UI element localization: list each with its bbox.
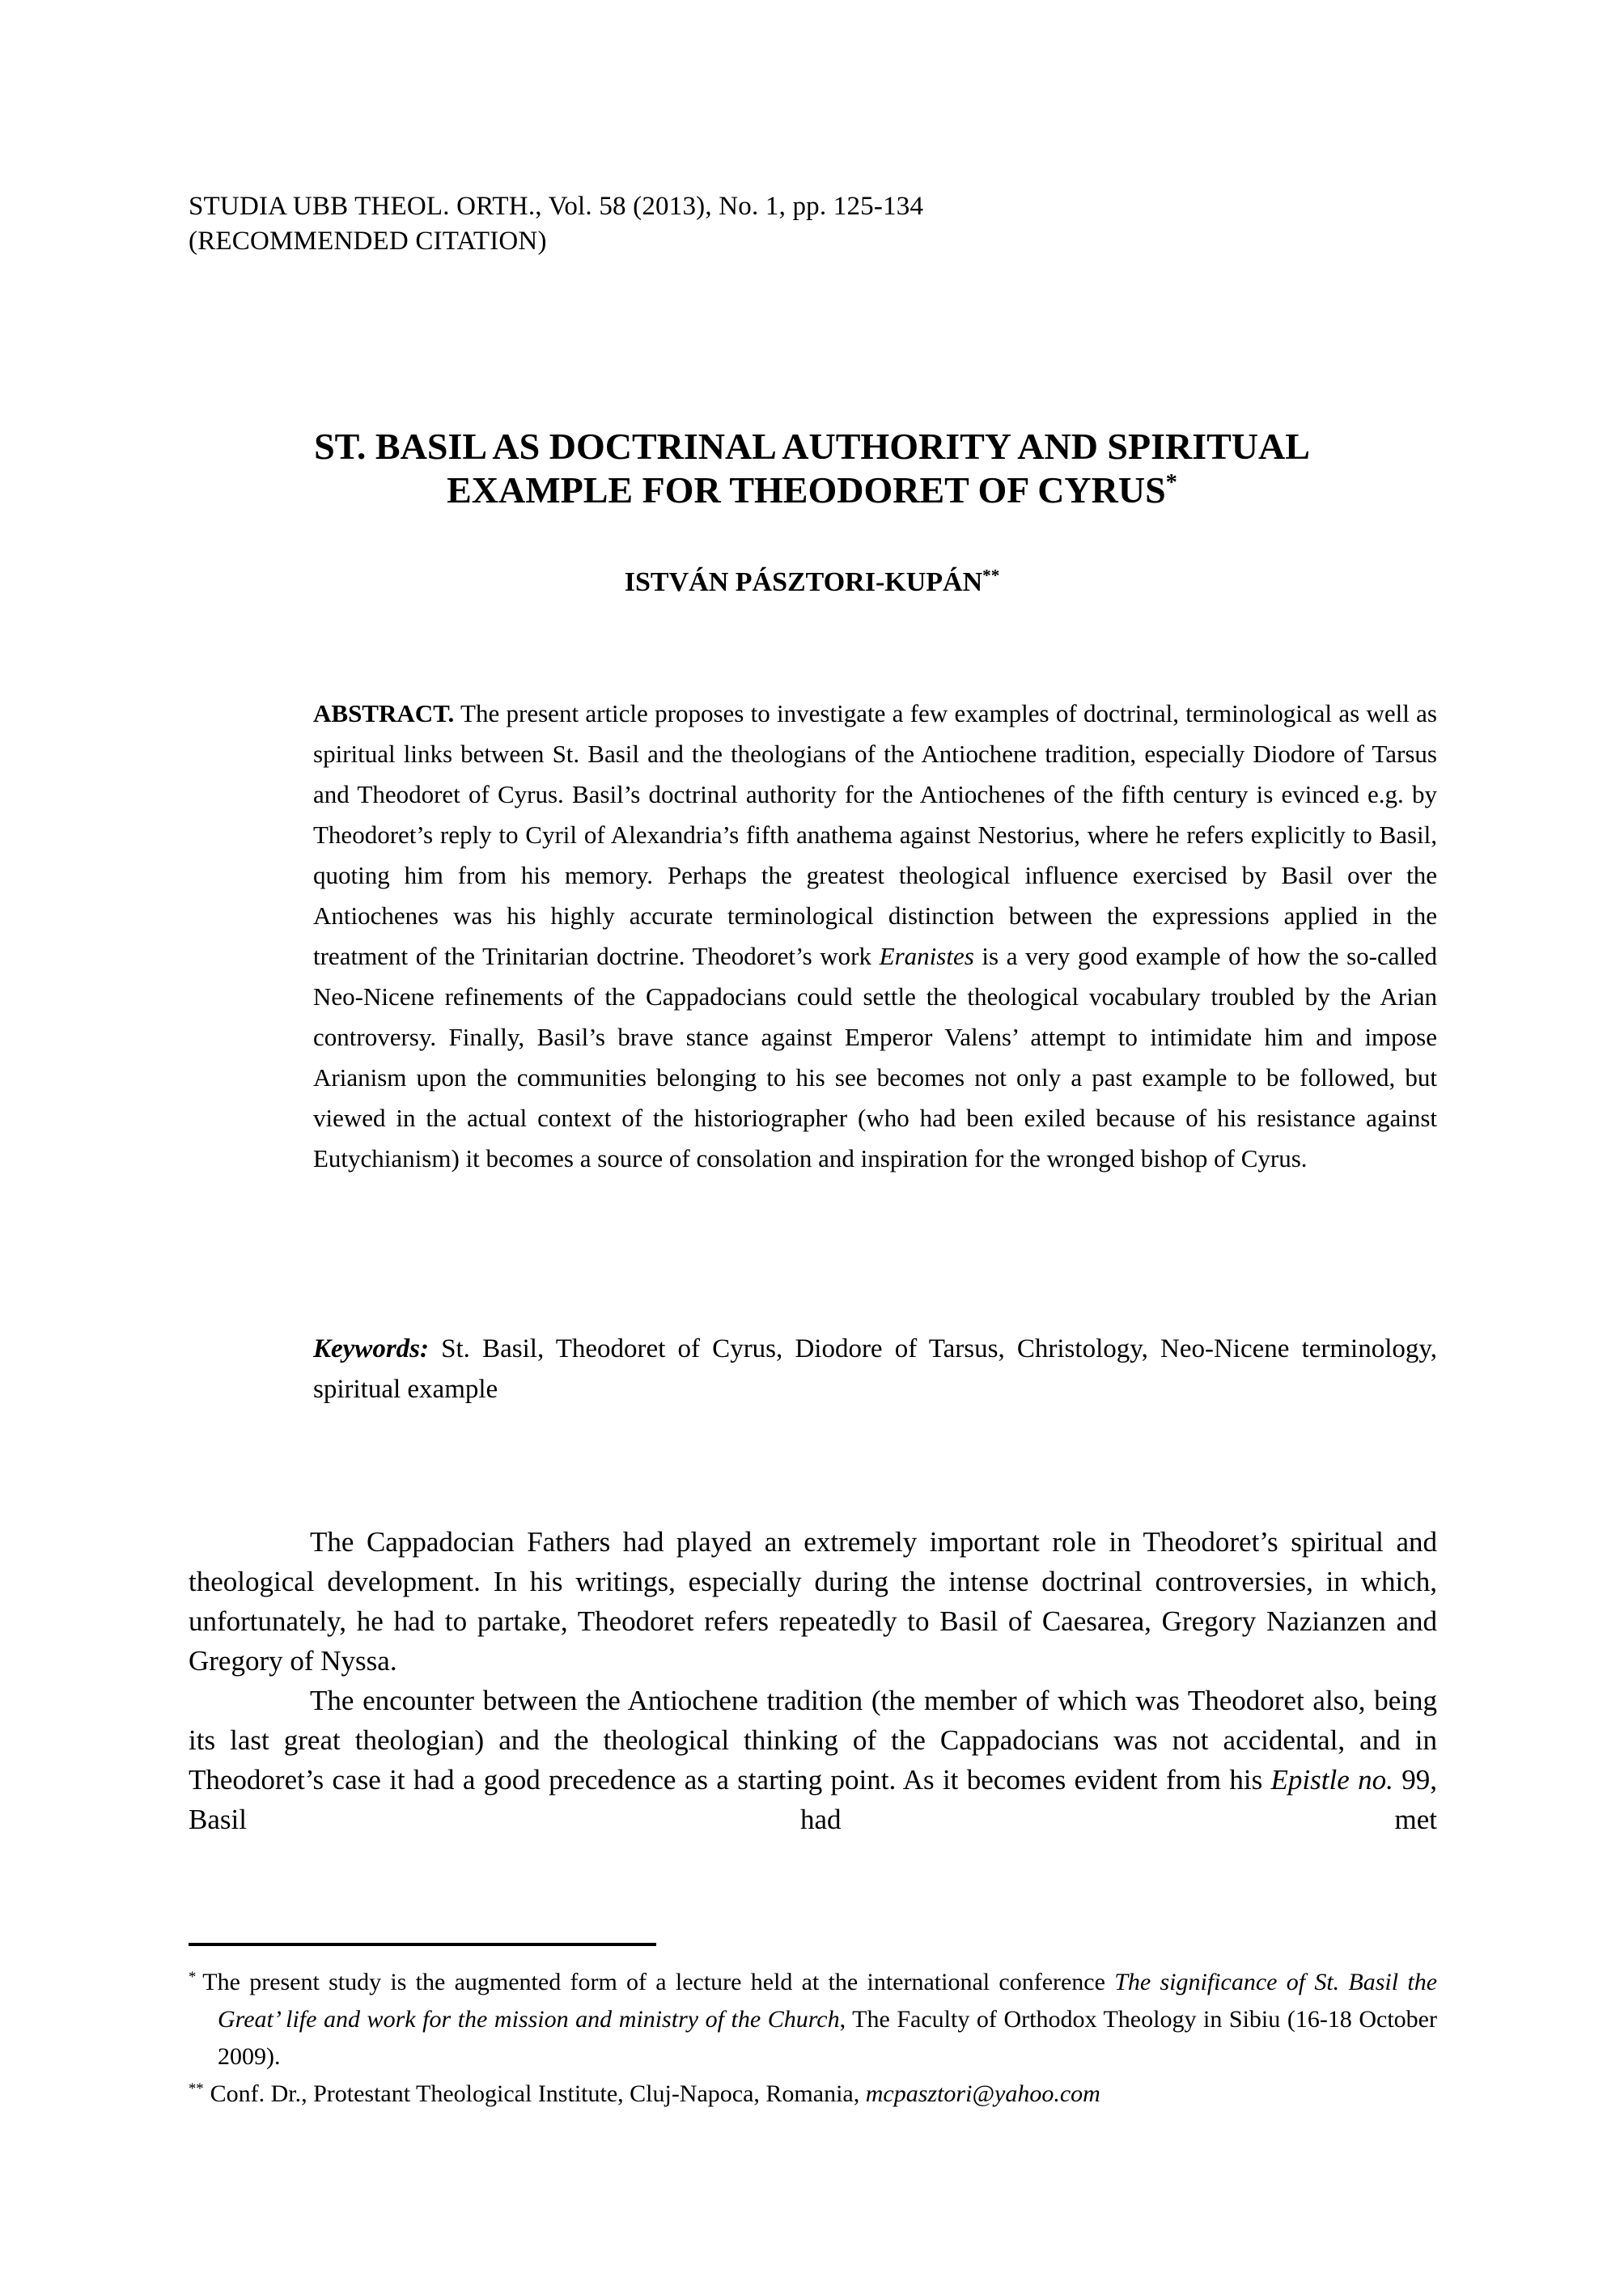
footnotes-section (189, 1964, 1437, 2113)
article-title-line2: EXAMPLE FOR THEODORET OF CYRUS (447, 469, 1166, 511)
body-paragraph-1: The Cappadocian Fathers had played an extremely important role in Theodoret’s spiritual and theological development. In his writings, especially during the intense doctrinal controversies, in which, unfortunately, he had to partake, Theodoret refers repeatedly to Basil of Caesarea, Gregory Nazianzen and Gregory of Nyssa. (189, 1526, 1437, 1677)
footnote-2-marker: ** (189, 2080, 204, 2097)
article-title (187, 425, 1437, 512)
author-name-text: ISTVÁN PÁSZTORI-KUPÁN (624, 567, 983, 597)
title-footnote-marker: * (1165, 470, 1177, 496)
article-title-line1: ST. BASIL AS DOCTRINAL AUTHORITY AND SPIRITUAL (314, 425, 1310, 467)
footnote-2-text: Conf. Dr., Protestant Theological Institute, Cluj-Napoca, Romania, mcpasztori@yahoo.com (210, 2080, 1100, 2107)
journal-citation (189, 189, 1437, 259)
article-body (189, 1522, 1437, 1839)
footnote-2 (189, 2076, 1437, 2113)
journal-citation-line2: (RECOMMENDED CITATION) (189, 227, 547, 256)
footnote-1-text: The present study is the augmented form of a lecture held at the international conference The significance of St. Basil the Great’ life and work for the mission and ministry of the Church, The Faculty of Orthodox Theology in Sibiu (16-18 October 2009). (202, 1969, 1438, 2070)
keywords: Keywords: St. Basil, Theodoret of Cyrus, Diodore of Tarsus, Christology, Neo-Nicene terminology, spiritual example (313, 1334, 1437, 1404)
body-paragraph-2: The encounter between the Antiochene tradition (the member of which was Theodoret also, being its last great theologian) and the theological thinking of the Cappadocians was not accidental, and in Theodoret’s case it had a good precedence as a starting point. As it becomes evident from his Epistle no. 99, Basil had met (189, 1685, 1437, 1835)
author-name (187, 566, 1437, 599)
footnote-separator (189, 1943, 656, 1946)
footnote-1-marker: * (189, 1968, 197, 1986)
author-footnote-marker: ** (982, 566, 1000, 586)
journal-citation-line1: STUDIA UBB THEOL. ORTH., Vol. 58 (2013), No. 1, pp. 125-134 (189, 192, 924, 221)
footnote-1 (189, 1964, 1437, 2076)
abstract: ABSTRACT. The present article proposes to investigate a few examples of doctrinal, terminological as well as spiritual links between St. Basil and the theologians of the Antiochene tradition, especially Diodore of Tarsus and Theodoret of Cyrus. Basil’s doctrinal authority for the Antiochenes of the fifth century is evinced e.g. by Theodoret’s reply to Cyril of Alexandria’s fifth anathema against Nestorius, where he refers explicitly to Basil, quoting him from his memory. Perhaps the greatest theological influence exercised by Basil over the Antiochenes was his highly accurate terminological distinction between the expressions applied in the treatment of the Trinitarian doctrine. Theodoret’s work Eranistes is a very good example of how the so-called Neo-Nicene refinements of the Cappadocians could settle the theological vocabulary troubled by the Arian controversy. Finally, Basil’s brave stance against Emperor Valens’ attempt to intimidate him and impose Arianism upon the communities belonging to his see becomes not only a past example to be followed, but viewed in the actual context of the historiographer (who had been exiled because of his resistance against Eutychianism) it becomes a source of consolation and inspiration for the wronged bishop of Cyrus. (313, 699, 1438, 1172)
